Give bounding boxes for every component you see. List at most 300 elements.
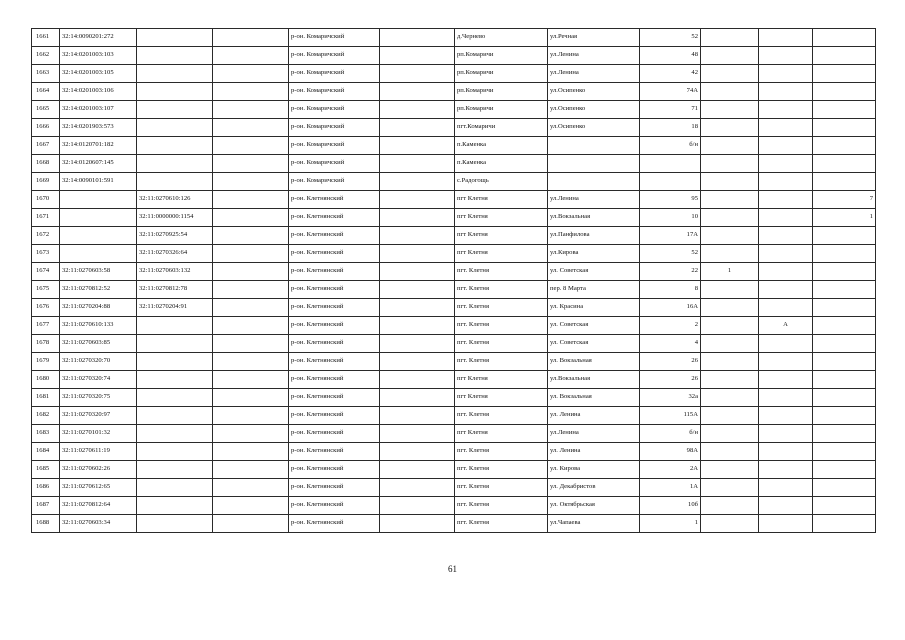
district-cell: р-он. Клетнянский xyxy=(289,461,380,479)
empty-cell xyxy=(380,137,455,155)
house-number-cell: 48 xyxy=(640,47,701,65)
house-number-cell: 1 xyxy=(640,515,701,533)
cadastral-number-cell: 32:11:0270611:19 xyxy=(60,443,137,461)
cadastral-number-cell: 32:14:0120701:182 xyxy=(60,137,137,155)
cadastral-number-alt-cell xyxy=(137,155,213,173)
house-number-cell: 1А xyxy=(640,479,701,497)
apartment-cell: 7 xyxy=(813,191,876,209)
empty-cell xyxy=(213,335,289,353)
apartment-cell xyxy=(813,83,876,101)
settlement-cell: пгт Клетня xyxy=(455,191,548,209)
cadastral-number-cell: 32:11:0270603:34 xyxy=(60,515,137,533)
cadastral-number-cell: 32:11:0270320:74 xyxy=(60,371,137,389)
empty-cell xyxy=(213,371,289,389)
letter-cell xyxy=(759,263,813,281)
settlement-cell: пгт Клетня xyxy=(455,227,548,245)
apartment-cell xyxy=(813,515,876,533)
house-number-cell: 71 xyxy=(640,101,701,119)
row-number-cell: 1674 xyxy=(32,263,60,281)
building-cell xyxy=(701,497,759,515)
district-cell: р-он. Клетнянский xyxy=(289,281,380,299)
street-cell: ул. Советская xyxy=(548,317,640,335)
settlement-cell: пгт. Клетня xyxy=(455,443,548,461)
cadastral-number-alt-cell xyxy=(137,29,213,47)
table-body xyxy=(32,29,876,533)
letter-cell xyxy=(759,119,813,137)
cadastral-number-alt-cell xyxy=(137,425,213,443)
apartment-cell xyxy=(813,29,876,47)
empty-cell xyxy=(213,227,289,245)
building-cell xyxy=(701,83,759,101)
letter-cell xyxy=(759,191,813,209)
apartment-cell xyxy=(813,137,876,155)
settlement-cell: пгт Клетня xyxy=(455,425,548,443)
district-cell: р-он. Клетнянский xyxy=(289,245,380,263)
empty-cell xyxy=(213,263,289,281)
row-number-cell: 1671 xyxy=(32,209,60,227)
cadastral-number-cell: 32:14:0201903:573 xyxy=(60,119,137,137)
table-row xyxy=(32,479,876,497)
letter-cell xyxy=(759,101,813,119)
empty-cell xyxy=(380,407,455,425)
cadastral-number-alt-cell: 32:11:0270204:91 xyxy=(137,299,213,317)
house-number-cell: 22 xyxy=(640,263,701,281)
empty-cell xyxy=(213,353,289,371)
table-row xyxy=(32,371,876,389)
letter-cell xyxy=(759,335,813,353)
letter-cell xyxy=(759,155,813,173)
table-row xyxy=(32,209,876,227)
settlement-cell: пгт. Клетня xyxy=(455,497,548,515)
building-cell xyxy=(701,137,759,155)
table-row xyxy=(32,515,876,533)
district-cell: р-он. Клетнянский xyxy=(289,263,380,281)
cadastral-number-alt-cell: 32:11:0270610:126 xyxy=(137,191,213,209)
settlement-cell: пгт.Комаричи xyxy=(455,119,548,137)
district-cell: р-он. Клетнянский xyxy=(289,443,380,461)
settlement-cell: пгт. Клетня xyxy=(455,515,548,533)
cadastral-number-cell: 32:11:0270602:26 xyxy=(60,461,137,479)
settlement-cell: рп.Комаричи xyxy=(455,83,548,101)
empty-cell xyxy=(213,83,289,101)
house-number-cell: б/н xyxy=(640,137,701,155)
settlement-cell: рп.Комаричи xyxy=(455,101,548,119)
house-number-cell: 74А xyxy=(640,83,701,101)
building-cell xyxy=(701,191,759,209)
settlement-cell: рп.Комаричи xyxy=(455,47,548,65)
apartment-cell xyxy=(813,389,876,407)
district-cell: р-он. Комаричский xyxy=(289,155,380,173)
empty-cell xyxy=(213,425,289,443)
cadastral-number-cell: 32:14:0090201:272 xyxy=(60,29,137,47)
building-cell xyxy=(701,29,759,47)
house-number-cell: 2А xyxy=(640,461,701,479)
table-row xyxy=(32,155,876,173)
cadastral-number-alt-cell xyxy=(137,497,213,515)
row-number-cell: 1676 xyxy=(32,299,60,317)
cadastral-number-cell: 32:11:0270204:88 xyxy=(60,299,137,317)
apartment-cell xyxy=(813,65,876,83)
cadastral-number-cell: 32:14:0201003:103 xyxy=(60,47,137,65)
table-row xyxy=(32,317,876,335)
building-cell xyxy=(701,353,759,371)
letter-cell: А xyxy=(759,317,813,335)
empty-cell xyxy=(213,191,289,209)
cadastral-number-alt-cell xyxy=(137,407,213,425)
street-cell: ул.Панфилова xyxy=(548,227,640,245)
row-number-cell: 1661 xyxy=(32,29,60,47)
street-cell: ул. Кирова xyxy=(548,461,640,479)
letter-cell xyxy=(759,425,813,443)
cadastral-number-alt-cell: 32:11:0000000:1154 xyxy=(137,209,213,227)
empty-cell xyxy=(380,353,455,371)
house-number-cell: 4 xyxy=(640,335,701,353)
row-number-cell: 1680 xyxy=(32,371,60,389)
house-number-cell: 52 xyxy=(640,29,701,47)
empty-cell xyxy=(213,65,289,83)
empty-cell xyxy=(380,83,455,101)
district-cell: р-он. Комаричский xyxy=(289,47,380,65)
empty-cell xyxy=(213,173,289,191)
settlement-cell: п.Каменка xyxy=(455,155,548,173)
building-cell xyxy=(701,119,759,137)
letter-cell xyxy=(759,371,813,389)
house-number-cell xyxy=(640,173,701,191)
empty-cell xyxy=(380,29,455,47)
empty-cell xyxy=(380,389,455,407)
apartment-cell xyxy=(813,497,876,515)
empty-cell xyxy=(380,371,455,389)
settlement-cell: пгт Клетня xyxy=(455,389,548,407)
cadastral-number-alt-cell xyxy=(137,515,213,533)
apartment-cell xyxy=(813,443,876,461)
row-number-cell: 1672 xyxy=(32,227,60,245)
letter-cell xyxy=(759,137,813,155)
district-cell: р-он. Клетнянский xyxy=(289,515,380,533)
building-cell xyxy=(701,371,759,389)
house-number-cell: 8 xyxy=(640,281,701,299)
cadastral-number-alt-cell xyxy=(137,47,213,65)
table-row xyxy=(32,389,876,407)
table-row xyxy=(32,65,876,83)
house-number-cell: 10 xyxy=(640,209,701,227)
table-row xyxy=(32,47,876,65)
street-cell: ул. Ленина xyxy=(548,407,640,425)
letter-cell xyxy=(759,29,813,47)
settlement-cell: пгт. Клетня xyxy=(455,281,548,299)
table-row xyxy=(32,101,876,119)
apartment-cell xyxy=(813,353,876,371)
house-number-cell: 32а xyxy=(640,389,701,407)
row-number-cell: 1679 xyxy=(32,353,60,371)
cadastral-number-alt-cell xyxy=(137,173,213,191)
settlement-cell: пгт. Клетня xyxy=(455,461,548,479)
settlement-cell: пгт. Клетня xyxy=(455,335,548,353)
building-cell xyxy=(701,101,759,119)
district-cell: р-он. Комаричский xyxy=(289,29,380,47)
letter-cell xyxy=(759,245,813,263)
building-cell xyxy=(701,245,759,263)
street-cell: ул. Советская xyxy=(548,335,640,353)
street-cell: пер. 8 Марта xyxy=(548,281,640,299)
building-cell xyxy=(701,209,759,227)
empty-cell xyxy=(213,29,289,47)
row-number-cell: 1663 xyxy=(32,65,60,83)
cadastral-number-cell: 32:14:0201003:107 xyxy=(60,101,137,119)
street-cell: ул. Октябрьская xyxy=(548,497,640,515)
empty-cell xyxy=(213,101,289,119)
street-cell: ул.Осипенко xyxy=(548,101,640,119)
cadastral-number-alt-cell xyxy=(137,353,213,371)
empty-cell xyxy=(380,47,455,65)
empty-cell xyxy=(213,281,289,299)
letter-cell xyxy=(759,209,813,227)
district-cell: р-он. Клетнянский xyxy=(289,407,380,425)
cadastral-number-cell xyxy=(60,191,137,209)
cadastral-number-cell xyxy=(60,209,137,227)
house-number-cell: 2 xyxy=(640,317,701,335)
row-number-cell: 1675 xyxy=(32,281,60,299)
cadastral-number-cell: 32:11:0270812:52 xyxy=(60,281,137,299)
table-row xyxy=(32,407,876,425)
district-cell: р-он. Клетнянский xyxy=(289,227,380,245)
district-cell: р-он. Комаричский xyxy=(289,137,380,155)
apartment-cell xyxy=(813,371,876,389)
cadastral-number-cell: 32:11:0270320:75 xyxy=(60,389,137,407)
empty-cell xyxy=(380,335,455,353)
row-number-cell: 1685 xyxy=(32,461,60,479)
building-cell xyxy=(701,65,759,83)
empty-cell xyxy=(380,155,455,173)
table-row xyxy=(32,173,876,191)
settlement-cell: п.Каменка xyxy=(455,137,548,155)
apartment-cell: 1 xyxy=(813,209,876,227)
cadastral-number-alt-cell: 32:11:0270326:64 xyxy=(137,245,213,263)
empty-cell xyxy=(380,209,455,227)
settlement-cell: пгт. Клетня xyxy=(455,353,548,371)
settlement-cell: пгт Клетня xyxy=(455,209,548,227)
letter-cell xyxy=(759,83,813,101)
district-cell: р-он. Клетнянский xyxy=(289,317,380,335)
cadastral-number-cell: 32:11:0270612:65 xyxy=(60,479,137,497)
cadastral-number-alt-cell: 32:11:0270603:132 xyxy=(137,263,213,281)
cadastral-number-alt-cell xyxy=(137,101,213,119)
district-cell: р-он. Комаричский xyxy=(289,83,380,101)
building-cell xyxy=(701,443,759,461)
empty-cell xyxy=(380,227,455,245)
letter-cell xyxy=(759,443,813,461)
district-cell: р-он. Комаричский xyxy=(289,101,380,119)
row-number-cell: 1662 xyxy=(32,47,60,65)
empty-cell xyxy=(213,479,289,497)
letter-cell xyxy=(759,173,813,191)
building-cell xyxy=(701,155,759,173)
apartment-cell xyxy=(813,155,876,173)
registry-table xyxy=(31,28,876,533)
empty-cell xyxy=(213,461,289,479)
row-number-cell: 1686 xyxy=(32,479,60,497)
settlement-cell: рп.Комаричи xyxy=(455,65,548,83)
district-cell: р-он. Клетнянский xyxy=(289,371,380,389)
empty-cell xyxy=(213,209,289,227)
cadastral-number-cell: 32:11:0270320:70 xyxy=(60,353,137,371)
table-row xyxy=(32,29,876,47)
building-cell xyxy=(701,389,759,407)
street-cell xyxy=(548,155,640,173)
building-cell: 1 xyxy=(701,263,759,281)
street-cell: ул.Кирова xyxy=(548,245,640,263)
row-number-cell: 1684 xyxy=(32,443,60,461)
row-number-cell: 1669 xyxy=(32,173,60,191)
empty-cell xyxy=(213,407,289,425)
apartment-cell xyxy=(813,425,876,443)
table-row xyxy=(32,83,876,101)
district-cell: р-он. Клетнянский xyxy=(289,425,380,443)
table-row xyxy=(32,227,876,245)
building-cell xyxy=(701,461,759,479)
cadastral-number-cell: 32:11:0270610:133 xyxy=(60,317,137,335)
row-number-cell: 1678 xyxy=(32,335,60,353)
building-cell xyxy=(701,227,759,245)
letter-cell xyxy=(759,497,813,515)
building-cell xyxy=(701,281,759,299)
empty-cell xyxy=(380,479,455,497)
row-number-cell: 1670 xyxy=(32,191,60,209)
cadastral-number-alt-cell xyxy=(137,479,213,497)
cadastral-number-alt-cell xyxy=(137,65,213,83)
table-row xyxy=(32,497,876,515)
cadastral-number-cell: 32:11:0270812:64 xyxy=(60,497,137,515)
cadastral-number-alt-cell xyxy=(137,371,213,389)
row-number-cell: 1673 xyxy=(32,245,60,263)
cadastral-number-cell: 32:14:0090101:591 xyxy=(60,173,137,191)
street-cell: ул. Советская xyxy=(548,263,640,281)
empty-cell xyxy=(380,191,455,209)
letter-cell xyxy=(759,515,813,533)
building-cell xyxy=(701,515,759,533)
empty-cell xyxy=(380,119,455,137)
table-row xyxy=(32,119,876,137)
empty-cell xyxy=(380,497,455,515)
street-cell xyxy=(548,137,640,155)
street-cell: ул. Красина xyxy=(548,299,640,317)
empty-cell xyxy=(380,299,455,317)
street-cell: ул.Речная xyxy=(548,29,640,47)
table-row xyxy=(32,245,876,263)
apartment-cell xyxy=(813,281,876,299)
building-cell xyxy=(701,407,759,425)
street-cell: ул.Ленина xyxy=(548,65,640,83)
street-cell xyxy=(548,173,640,191)
letter-cell xyxy=(759,281,813,299)
cadastral-number-cell: 32:14:0201003:106 xyxy=(60,83,137,101)
district-cell: р-он. Клетнянский xyxy=(289,479,380,497)
street-cell: ул. Декабристов xyxy=(548,479,640,497)
empty-cell xyxy=(213,389,289,407)
settlement-cell: д.Чернево xyxy=(455,29,548,47)
cadastral-number-alt-cell xyxy=(137,443,213,461)
table-row xyxy=(32,281,876,299)
table-row xyxy=(32,137,876,155)
empty-cell xyxy=(380,263,455,281)
empty-cell xyxy=(213,515,289,533)
street-cell: ул.Осипенко xyxy=(548,83,640,101)
row-number-cell: 1681 xyxy=(32,389,60,407)
letter-cell xyxy=(759,299,813,317)
cadastral-number-cell: 32:14:0201003:105 xyxy=(60,65,137,83)
street-cell: ул.Ленина xyxy=(548,425,640,443)
empty-cell xyxy=(213,317,289,335)
house-number-cell: 98А xyxy=(640,443,701,461)
cadastral-number-cell: 32:11:0270603:58 xyxy=(60,263,137,281)
house-number-cell: б/н xyxy=(640,425,701,443)
house-number-cell: 18 xyxy=(640,119,701,137)
table-row xyxy=(32,461,876,479)
settlement-cell: пгт. Клетня xyxy=(455,317,548,335)
empty-cell xyxy=(380,515,455,533)
empty-cell xyxy=(213,47,289,65)
row-number-cell: 1688 xyxy=(32,515,60,533)
apartment-cell xyxy=(813,461,876,479)
settlement-cell: пгт. Клетня xyxy=(455,263,548,281)
cadastral-number-cell: 32:14:0120607:145 xyxy=(60,155,137,173)
row-number-cell: 1667 xyxy=(32,137,60,155)
empty-cell xyxy=(213,299,289,317)
empty-cell xyxy=(213,443,289,461)
cadastral-number-alt-cell: 32:11:0270925:54 xyxy=(137,227,213,245)
apartment-cell xyxy=(813,101,876,119)
cadastral-number-cell xyxy=(60,227,137,245)
street-cell: ул.Ленина xyxy=(548,191,640,209)
building-cell xyxy=(701,47,759,65)
house-number-cell: 95 xyxy=(640,191,701,209)
empty-cell xyxy=(380,425,455,443)
cadastral-number-cell xyxy=(60,245,137,263)
house-number-cell: 10б xyxy=(640,497,701,515)
district-cell: р-он. Клетнянский xyxy=(289,389,380,407)
table-row xyxy=(32,425,876,443)
row-number-cell: 1668 xyxy=(32,155,60,173)
district-cell: р-он. Комаричский xyxy=(289,119,380,137)
apartment-cell xyxy=(813,479,876,497)
table-row xyxy=(32,263,876,281)
house-number-cell: 16А xyxy=(640,299,701,317)
letter-cell xyxy=(759,407,813,425)
building-cell xyxy=(701,299,759,317)
letter-cell xyxy=(759,461,813,479)
street-cell: ул.Вокзальная xyxy=(548,209,640,227)
cadastral-number-alt-cell: 32:11:0270812:78 xyxy=(137,281,213,299)
page-number: 61 xyxy=(448,564,457,574)
settlement-cell: с.Радогощь xyxy=(455,173,548,191)
street-cell: ул. Вокзальная xyxy=(548,353,640,371)
apartment-cell xyxy=(813,245,876,263)
empty-cell xyxy=(213,119,289,137)
row-number-cell: 1666 xyxy=(32,119,60,137)
cadastral-number-alt-cell xyxy=(137,389,213,407)
apartment-cell xyxy=(813,173,876,191)
district-cell: р-он. Клетнянский xyxy=(289,299,380,317)
district-cell: р-он. Клетнянский xyxy=(289,497,380,515)
settlement-cell: пгт Клетня xyxy=(455,245,548,263)
table-row xyxy=(32,191,876,209)
street-cell: ул.Чапаева xyxy=(548,515,640,533)
table-row xyxy=(32,335,876,353)
house-number-cell: 52 xyxy=(640,245,701,263)
cadastral-number-alt-cell xyxy=(137,137,213,155)
row-number-cell: 1665 xyxy=(32,101,60,119)
apartment-cell xyxy=(813,119,876,137)
